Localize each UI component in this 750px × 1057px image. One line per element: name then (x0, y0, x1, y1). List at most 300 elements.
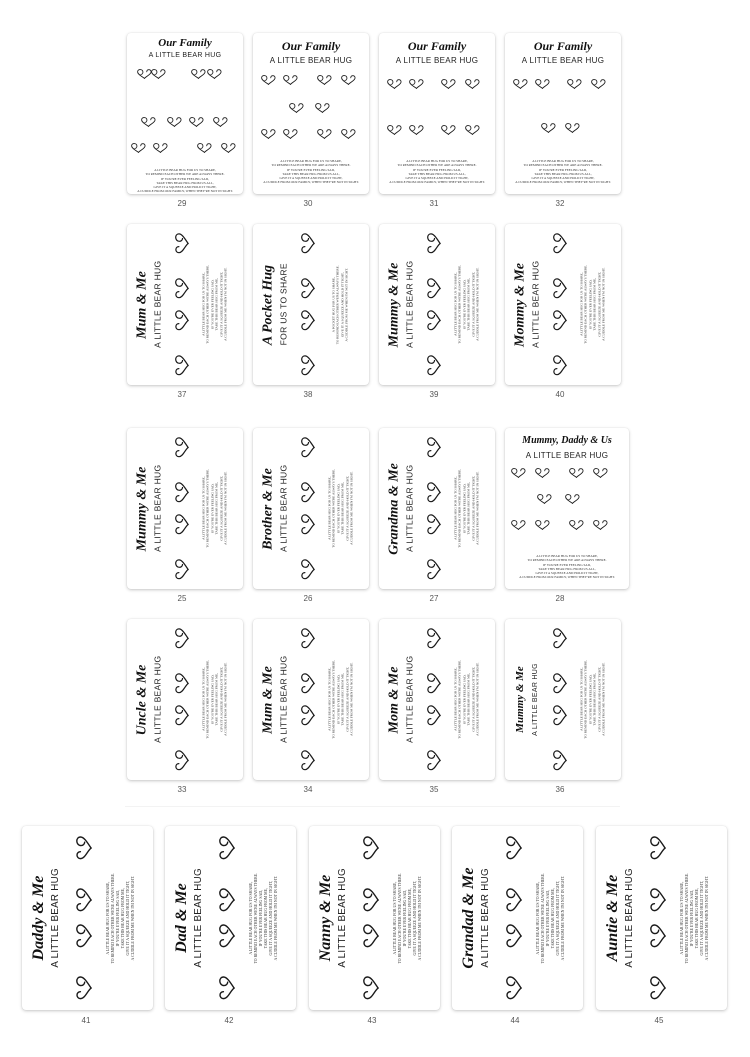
poem-line: IF YOU'RE EVER FEELING SAD, (413, 167, 461, 172)
heart-outline-icon (151, 69, 166, 79)
poem-line: TAKE THIS BEAR HUG FROM ME, (214, 278, 219, 331)
poem-line: IF YOU'RE EVER FEELING SAD, (461, 483, 466, 534)
heart-outline-icon (650, 924, 666, 948)
poem-line: TO REMIND EACH OTHER WE'RE ALWAYS THERE. (583, 660, 588, 739)
poem-line: IF YOU'RE EVER FEELING SAD, (587, 674, 592, 725)
page-card-42[interactable] (165, 826, 296, 1010)
page-title: Mummy & Me (134, 466, 150, 551)
poem-line: GIVE IT A SQUEEZE AND HOLD IT TIGHT, (531, 176, 595, 181)
poem-line: TO REMIND EACH OTHER WE ARE ALWAYS THERE. (145, 172, 225, 177)
poem-line: A CUDDLE FROM ME WHEN I'M NOT IN SIGHT. (560, 875, 565, 961)
page-card-27[interactable] (379, 428, 495, 589)
page-number: 33 (177, 785, 187, 794)
page-subtitle: A LITTLE BEAR HUG (151, 464, 162, 553)
heart-outline-icon (650, 888, 666, 912)
heart-outline-icon (427, 559, 441, 580)
page-card-26[interactable] (253, 428, 369, 589)
page-title: Brother & Me (260, 467, 276, 550)
page-subtitle: A LITTLE BEAR HUG (525, 451, 609, 460)
poem-line: TAKE THIS BEAR HUG FROM ME, (340, 482, 345, 535)
heart-outline-icon (317, 129, 332, 139)
heart-outline-icon (567, 79, 582, 89)
heart-outline-icon (76, 888, 92, 912)
poem-line: A LITTLE BEAR HUG FOR US TO SHARE, (326, 476, 331, 541)
poem-text (327, 639, 355, 760)
page-card-38[interactable] (253, 224, 369, 385)
heart-outline-icon (221, 143, 236, 153)
page-title: Mommy & Me (512, 262, 528, 347)
heart-outline-icon (76, 836, 92, 860)
poem-line: TAKE THIS BEAR HUG FROM ME, (466, 482, 471, 535)
heart-outline-icon (301, 559, 315, 580)
heart-outline-icon (341, 129, 356, 139)
page-card-45[interactable] (596, 826, 727, 1010)
poem-line: A CUDDLE FROM ME WHEN I'M NOT IN SIGHT. (344, 267, 349, 342)
poem-text (579, 244, 607, 365)
heart-outline-icon (153, 143, 168, 153)
heart-outline-icon (506, 976, 522, 1000)
heart-outline-icon (427, 482, 441, 503)
page-number: 35 (429, 785, 439, 794)
page-number: 31 (429, 199, 439, 208)
poem-line: IF YOU'RE EVER FEELING SAD, (543, 562, 591, 567)
heart-outline-icon (175, 705, 189, 726)
poem-line: A CUDDLE FROM ME WHEN I'M NOT IN SIGHT. (130, 875, 135, 961)
heart-outline-icon (427, 278, 441, 299)
heart-outline-icon (535, 520, 550, 530)
heart-outline-icon (76, 976, 92, 1000)
poem-line: TO REMIND EACH OTHER WE'RE ALWAYS THERE. (335, 265, 340, 344)
page-title: Auntie & Me (603, 874, 621, 962)
heart-outline-icon (427, 750, 441, 771)
poem-line: GIVE IT A SQUEEZE AND HOLD IT TIGHT, (596, 667, 601, 732)
heart-outline-icon (409, 79, 424, 89)
heart-outline-icon (219, 976, 235, 1000)
poem-line: TO REMIND EACH OTHER WE'RE ALWAYS THERE. (110, 872, 115, 964)
page-subtitle: FOR US TO SHARE (277, 263, 288, 346)
page-card-43[interactable] (309, 826, 440, 1010)
heart-outline-icon (553, 278, 567, 299)
page-subtitle: A LITTLE BEAR HUG (277, 464, 288, 553)
heart-outline-icon (363, 888, 379, 912)
heart-outline-icon (76, 924, 92, 948)
poem-line: TO REMIND EACH OTHER WE'RE ALWAYS THERE. (205, 265, 210, 344)
poem-line: A LITTLE BEAR HUG FOR US TO SHARE, (679, 881, 684, 955)
heart-outline-icon (191, 69, 206, 79)
poem-line: A CUDDLE FROM ME WHEN I'M NOT IN SIGHT. (348, 471, 353, 546)
poem-line: TO REMIND EACH OTHER WE'RE ALWAYS THERE. (331, 469, 336, 548)
poem-line: TAKE THIS BEAR HUG FROM ME, (407, 887, 412, 949)
poem-line: A CUDDLE FROM ME WHEN I'M NOT IN SIGHT. (474, 662, 479, 737)
poem-line: A CUDDLE FROM OUR FAMILY, WHEN THEY'RE NOT IN SIGHT. (389, 180, 485, 185)
page-number: 27 (429, 594, 439, 603)
poem-line: GIVE IT A SQUEEZE AND HOLD IT TIGHT, (596, 272, 601, 337)
section-divider (125, 806, 620, 807)
page-card-35[interactable] (379, 619, 495, 780)
poem-line: GIVE IT A SQUEEZE AND HOLD IT TIGHT, (279, 176, 343, 181)
poem-line: TAKE THIS BEAR HUG FROM ME, (214, 673, 219, 726)
page-title: Dad & Me (172, 883, 190, 953)
heart-outline-icon (553, 310, 567, 331)
poem-line: A CUDDLE FROM ME WHEN I'M NOT IN SIGHT. (222, 662, 227, 737)
heart-outline-icon (593, 520, 608, 530)
poem-line: A CUDDLE FROM ME WHEN I'M NOT IN SIGHT. (222, 267, 227, 342)
page-number: 37 (177, 390, 187, 399)
page-subtitle: A LITTLE BEAR HUG (337, 868, 349, 968)
heart-outline-icon (301, 233, 315, 254)
poem-line: TAKE THIS BEAR HUG FROM ME, (592, 673, 597, 726)
page-title: Nanny & Me (316, 874, 334, 962)
poem-text (131, 168, 239, 194)
poem-line: TAKE THIS BEAR HUG FROM ME, (120, 887, 125, 949)
heart-outline-icon (175, 355, 189, 376)
poem-text (201, 448, 229, 569)
heart-outline-icon (427, 233, 441, 254)
heart-outline-icon (427, 514, 441, 535)
heart-outline-icon (387, 125, 402, 135)
heart-outline-icon (363, 976, 379, 1000)
poem-line: A LITTLE BEAR HUG FOR US TO SHARE, (406, 159, 468, 163)
poem-line: A CUDDLE FROM OUR FAMILY, WHEN THEY'RE NOT IN SIGHT. (515, 180, 611, 185)
page-title: Our Family (407, 39, 467, 53)
heart-outline-icon (301, 628, 315, 649)
heart-outline-icon (553, 705, 567, 726)
poem-line: GIVE IT A SQUEEZE AND HOLD IT TIGHT, (405, 176, 469, 181)
poem-line: TO REMIND EACH OTHER WE ARE ALWAYS THERE. (527, 558, 607, 563)
heart-outline-icon (301, 514, 315, 535)
poem-line: A CUDDLE FROM ME WHEN I'M NOT IN SIGHT. (273, 875, 278, 961)
poem-line: A LITTLE BEAR HUG FOR US TO SHARE, (392, 881, 397, 955)
heart-outline-icon (569, 468, 584, 478)
page-subtitle: A LITTLE BEAR HUG (395, 56, 479, 65)
poem-text (535, 846, 567, 990)
poem-line: GIVE IT A SQUEEZE AND HOLD IT TIGHT, (340, 272, 345, 337)
heart-outline-icon (301, 673, 315, 694)
poem-line: TAKE THIS BEAR HUG FROM ME, (592, 278, 597, 331)
page-title: Mom & Me (386, 666, 402, 733)
heart-outline-icon (535, 468, 550, 478)
page-subtitle: A LITTLE BEAR HUG (529, 260, 540, 349)
page-subtitle: A LITTLE BEAR HUG (624, 868, 636, 968)
poem-line: TO REMIND EACH OTHER WE'RE ALWAYS THERE. (253, 872, 258, 964)
poem-line: TO REMIND EACH OTHER WE'RE ALWAYS THERE. (205, 469, 210, 548)
poem-line: GIVE IT A SQUEEZE AND HOLD IT TIGHT, (535, 571, 599, 576)
poem-text (579, 639, 607, 760)
poem-line: A CUDDLE FROM ME WHEN I'M NOT IN SIGHT. (348, 662, 353, 737)
poem-line: TAKE THIS BEAR HUG FROM US ALL, (156, 180, 214, 185)
page-card-28[interactable] (505, 428, 629, 589)
poem-text (453, 244, 481, 365)
heart-outline-icon (219, 924, 235, 948)
poem-line: TO REMIND EACH OTHER WE'RE ALWAYS THERE. (205, 660, 210, 739)
heart-outline-icon (175, 514, 189, 535)
heart-outline-icon (427, 437, 441, 458)
poem-line: TO REMIND EACH OTHER WE'RE ALWAYS THERE. (684, 872, 689, 964)
poem-line: A LITTLE BEAR HUG FOR US TO SHARE, (452, 667, 457, 732)
page-number: 44 (510, 1016, 520, 1025)
page-number: 41 (81, 1016, 91, 1025)
heart-outline-icon (427, 673, 441, 694)
heart-outline-icon (506, 836, 522, 860)
page-card-44[interactable] (452, 826, 583, 1010)
heart-outline-icon (175, 750, 189, 771)
poem-line: A LITTLE BEAR HUG FOR US TO SHARE, (452, 272, 457, 337)
heart-outline-icon (569, 520, 584, 530)
heart-outline-icon (409, 125, 424, 135)
poem-line: TO REMIND EACH OTHER WE ARE ALWAYS THERE. (397, 163, 477, 168)
page-subtitle: A LITTLE BEAR HUG (403, 464, 414, 553)
heart-outline-icon (427, 355, 441, 376)
poem-line: GIVE IT A SQUEEZE AND HOLD IT TIGHT, (218, 667, 223, 732)
page-title: Daddy & Me (29, 875, 47, 961)
poem-text (509, 554, 625, 580)
page-title: Our Family (158, 37, 212, 49)
poem-line: IF YOU'RE EVER FEELING SAD, (335, 483, 340, 534)
page-subtitle: A LITTLE BEAR HUG (151, 655, 162, 744)
heart-outline-icon (553, 233, 567, 254)
poem-line: A CUDDLE FROM OUR FAMILY, WHEN THEY'RE NOT IN SIGHT. (519, 575, 615, 580)
page-number: 43 (367, 1016, 377, 1025)
poem-text (383, 159, 491, 185)
poem-line: TAKE THIS BEAR HUG FROM ME, (263, 887, 268, 949)
heart-outline-icon (261, 75, 276, 85)
heart-outline-icon (363, 836, 379, 860)
heart-outline-icon (441, 79, 456, 89)
heart-outline-icon (511, 468, 526, 478)
heart-outline-icon (511, 520, 526, 530)
page-title: Mummy & Me (513, 666, 526, 733)
heart-outline-icon (541, 123, 556, 133)
heart-outline-icon (465, 79, 480, 89)
poem-line: GIVE IT A SQUEEZE AND HOLD IT TIGHT, (412, 880, 417, 956)
heart-outline-icon (301, 437, 315, 458)
page-card-41[interactable] (22, 826, 153, 1010)
poem-line: IF YOU'RE EVER FEELING SAD, (335, 674, 340, 725)
poem-line: IF YOU'RE EVER FEELING SAD, (587, 279, 592, 330)
poem-line: IF YOU'RE EVER FEELING SAD, (287, 167, 335, 172)
poem-line: A CUDDLE FROM ME WHEN I'M NOT IN SIGHT. (600, 267, 605, 342)
poem-text (327, 448, 355, 569)
heart-outline-icon (506, 888, 522, 912)
poem-line: A LITTLE BEAR HUG FOR US TO SHARE, (578, 667, 583, 732)
poem-text (201, 639, 229, 760)
page-card-32[interactable] (505, 33, 621, 194)
poem-text (105, 846, 137, 990)
heart-outline-icon (175, 673, 189, 694)
poem-line: IF YOU'RE EVER FEELING SAD, (689, 889, 694, 947)
page-subtitle: A LITTLE BEAR HUG (521, 56, 605, 65)
poem-line: IF YOU'RE EVER FEELING SAD, (115, 889, 120, 947)
poem-line: IF YOU'RE EVER FEELING SAD, (209, 279, 214, 330)
heart-outline-icon (301, 355, 315, 376)
poem-line: A LITTLE BEAR HUG FOR US TO SHARE, (154, 168, 216, 172)
page-subtitle: A LITTLE BEAR HUG (403, 260, 414, 349)
heart-outline-icon (553, 750, 567, 771)
poem-line: TO REMIND EACH OTHER WE'RE ALWAYS THERE. (457, 660, 462, 739)
poem-line: TO REMIND EACH OTHER WE'RE ALWAYS THERE. (457, 265, 462, 344)
heart-outline-icon (565, 123, 580, 133)
heart-outline-icon (565, 494, 580, 504)
poem-line: A LITTLE BEAR HUG FOR US TO SHARE, (280, 159, 342, 163)
poem-line: TAKE THIS BEAR HUG FROM US ALL, (538, 566, 596, 571)
heart-outline-icon (427, 310, 441, 331)
heart-outline-icon (301, 705, 315, 726)
poem-line: IF YOU'RE EVER FEELING SAD, (209, 483, 214, 534)
page-card-31[interactable] (379, 33, 495, 194)
page-card-25[interactable] (127, 428, 243, 589)
heart-outline-icon (141, 117, 156, 127)
poem-line: A LITTLE BEAR HUG FOR US TO SHARE, (578, 272, 583, 337)
poem-line: GIVE IT A SQUEEZE AND HOLD IT TIGHT, (344, 667, 349, 732)
page-subtitle: A LITTLE BEAR HUG (403, 655, 414, 744)
poem-line: TO REMIND EACH OTHER WE'RE ALWAYS THERE. (397, 872, 402, 964)
poem-line: TO REMIND EACH OTHER WE ARE ALWAYS THERE. (523, 163, 603, 168)
heart-outline-icon (650, 976, 666, 1000)
page-number: 25 (177, 594, 187, 603)
poem-line: TO REMIND EACH OTHER WE'RE ALWAYS THERE. (540, 872, 545, 964)
heart-outline-icon (175, 559, 189, 580)
heart-outline-icon (650, 836, 666, 860)
heart-outline-icon (283, 129, 298, 139)
heart-outline-icon (465, 125, 480, 135)
poem-line: TO REMIND EACH OTHER WE'RE ALWAYS THERE. (457, 469, 462, 548)
heart-outline-icon (427, 628, 441, 649)
page-title: Our Family (281, 39, 341, 53)
page-subtitle: A LITTLE BEAR HUG (480, 868, 492, 968)
page-card-30[interactable] (253, 33, 369, 194)
poem-line: TO REMIND EACH OTHER WE ARE ALWAYS THERE. (271, 163, 351, 168)
heart-outline-icon (301, 310, 315, 331)
page-title: Uncle & Me (134, 664, 150, 735)
heart-outline-icon (317, 75, 332, 85)
poem-line: A LITTLE BEAR HUG FOR US TO SHARE, (200, 476, 205, 541)
page-number: 28 (555, 594, 565, 603)
page-card-29[interactable] (127, 33, 243, 194)
page-card-39[interactable] (379, 224, 495, 385)
heart-outline-icon (219, 836, 235, 860)
poem-text (331, 244, 351, 365)
heart-outline-icon (537, 494, 552, 504)
page-subtitle: A LITTLE BEAR HUG (269, 56, 353, 65)
poem-line: A LITTLE BEAR HUG FOR US TO SHARE, (248, 881, 253, 955)
page-number: 39 (429, 390, 439, 399)
heart-outline-icon (283, 75, 298, 85)
poem-text (453, 448, 481, 569)
poem-line: TAKE THIS BEAR HUG FROM ME, (694, 887, 699, 949)
heart-outline-icon (301, 750, 315, 771)
page-title: Our Family (533, 39, 593, 53)
page-subtitle: A LITTLE BEAR HUG (193, 868, 205, 968)
page-card-40[interactable] (505, 224, 621, 385)
page-title: Grandad & Me (459, 867, 477, 969)
poem-line: A LITTLE BEAR HUG FOR US TO SHARE, (105, 881, 110, 955)
heart-outline-icon (506, 924, 522, 948)
heart-outline-icon (175, 628, 189, 649)
poem-line: A LITTLE BEAR HUG FOR US TO SHARE, (200, 272, 205, 337)
page-card-33[interactable] (127, 619, 243, 780)
page-title: A Pocket Hug (260, 264, 276, 345)
page-number: 26 (303, 594, 313, 603)
poem-line: IF YOU'RE EVER FEELING SAD, (161, 176, 209, 181)
heart-outline-icon (137, 69, 152, 79)
poem-line: A LITTLE BEAR HUG FOR US TO SHARE, (326, 667, 331, 732)
poem-line: IF YOU'RE EVER FEELING SAD, (209, 674, 214, 725)
poem-line: TO REMIND EACH OTHER WE'RE ALWAYS THERE. (331, 660, 336, 739)
poem-line: A LITTLE BEAR HUG FOR US TO SHARE, (532, 159, 594, 163)
page-card-37[interactable] (127, 224, 243, 385)
heart-outline-icon (189, 117, 204, 127)
heart-outline-icon (553, 355, 567, 376)
poem-line: TAKE THIS BEAR HUG FROM ME, (550, 887, 555, 949)
page-title: Mummy, Daddy & Us (522, 435, 612, 446)
heart-outline-icon (363, 924, 379, 948)
heart-outline-icon (175, 233, 189, 254)
poem-line: GIVE IT A SQUEEZE AND HOLD IT TIGHT, (153, 185, 217, 190)
poem-line: GIVE IT A SQUEEZE AND HOLD IT TIGHT, (699, 880, 704, 956)
page-card-36[interactable] (505, 619, 621, 780)
heart-outline-icon (213, 117, 228, 127)
poem-line: A CUDDLE FROM ME WHEN I'M NOT IN SIGHT. (600, 662, 605, 737)
heart-outline-icon (289, 103, 304, 113)
heart-outline-icon (591, 79, 606, 89)
poem-line: IF YOU'RE EVER FEELING SAD, (461, 279, 466, 330)
poem-text (257, 159, 365, 185)
heart-outline-icon (441, 125, 456, 135)
poem-line: TO REMIND EACH OTHER WE'RE ALWAYS THERE. (583, 265, 588, 344)
page-number: 32 (555, 199, 565, 208)
page-title: Grandma & Me (386, 462, 402, 555)
poem-line: A LITTLE BEAR HUG FOR US TO SHARE, (535, 881, 540, 955)
heart-outline-icon (175, 310, 189, 331)
poem-line: TAKE THIS BEAR HUG FROM ME, (340, 673, 345, 726)
poem-line: GIVE IT A SQUEEZE AND HOLD IT TIGHT, (125, 880, 130, 956)
heart-outline-icon (175, 278, 189, 299)
poem-line: A CUDDLE FROM OUR FAMILY, WHEN THEY'RE NOT IN SIGHT. (137, 189, 233, 194)
poem-line: IF YOU'RE EVER FEELING SAD, (258, 889, 263, 947)
heart-outline-icon (301, 482, 315, 503)
heart-outline-icon (301, 278, 315, 299)
heart-outline-icon (535, 79, 550, 89)
page-number: 29 (177, 199, 187, 208)
poem-text (509, 159, 617, 185)
page-number: 45 (654, 1016, 664, 1025)
page-card-34[interactable] (253, 619, 369, 780)
poem-line: GIVE IT A SQUEEZE AND HOLD IT TIGHT, (218, 476, 223, 541)
poem-line: A LITTLE BEAR HUG FOR US TO SHARE, (452, 476, 457, 541)
heart-outline-icon (167, 117, 182, 127)
page-number: 40 (555, 390, 565, 399)
poem-line: IF YOU'RE EVER FEELING SAD, (461, 674, 466, 725)
heart-outline-icon (131, 143, 146, 153)
page-subtitle: A LITTLE BEAR HUG (50, 868, 62, 968)
poem-text (392, 846, 424, 990)
page-title: Mummy & Me (386, 262, 402, 347)
poem-line: TAKE THIS BEAR HUG FROM US ALL, (282, 171, 340, 176)
poem-line: GIVE IT A SQUEEZE AND HOLD IT TIGHT, (344, 476, 349, 541)
poem-line: GIVE IT A SQUEEZE AND HOLD IT TIGHT, (470, 272, 475, 337)
heart-outline-icon (513, 79, 528, 89)
poem-text (248, 846, 280, 990)
page-subtitle: A LITTLE BEAR HUG (277, 655, 288, 744)
poem-line: A CUDDLE FROM ME WHEN I'M NOT IN SIGHT. (474, 471, 479, 546)
poem-line: TAKE THIS BEAR HUG FROM ME, (466, 673, 471, 726)
heart-outline-icon (593, 468, 608, 478)
poem-line: A CUDDLE FROM OUR FAMILY, WHEN THEY'RE NOT IN SIGHT. (263, 180, 359, 185)
poem-text (201, 244, 229, 365)
heart-outline-icon (175, 482, 189, 503)
poem-line: GIVE IT A SQUEEZE AND HOLD IT TIGHT, (268, 880, 273, 956)
page-number: 34 (303, 785, 313, 794)
